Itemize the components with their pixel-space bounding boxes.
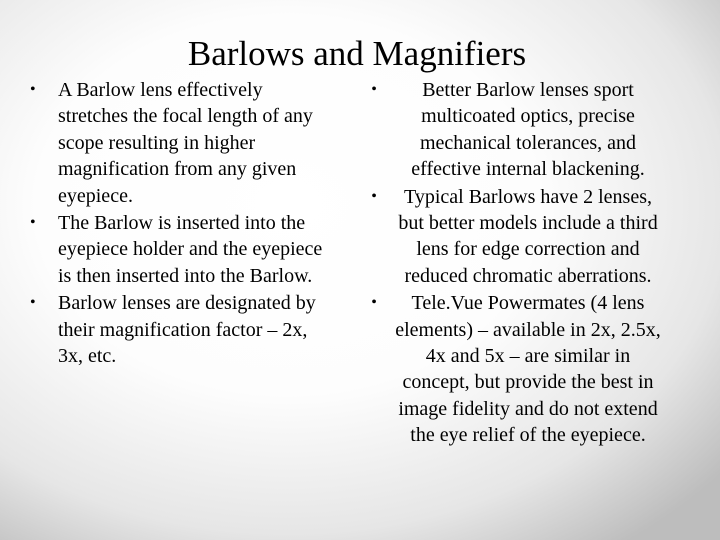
bullet-glyph: • [371, 294, 377, 312]
bullet-glyph: • [371, 81, 377, 98]
left-bullet-list [30, 77, 330, 370]
bullet-glyph: • [30, 294, 36, 312]
bullet-item [30, 210, 330, 289]
bullet-text: The Barlow is inserted into the eyepiece holder and the eyepiece is then inserted into the Barlow. [58, 212, 323, 287]
bullet-item [30, 290, 330, 369]
bullet-text: Barlow lenses are designated by their magnification factor – 2x, 3x, etc. [58, 292, 316, 368]
bullet-glyph: • [30, 81, 36, 98]
right-bullet-list [364, 77, 664, 450]
bullet-item [364, 290, 664, 448]
bullet-text: Better Barlow lenses sport multicoated optics, precise mechanical tolerances, and effective internal blackening. [411, 79, 645, 181]
bullet-item [30, 77, 330, 209]
bullet-text: A Barlow lens effectively stretches the focal length of any scope resulting in higher magnification from any given eyepiece. [58, 79, 313, 207]
bullet-item [364, 77, 664, 183]
bullet-text: Typical Barlows have 2 lenses, but better models include a third lens for edge correction and reduced chromatic aberrations. [398, 185, 658, 287]
bullet-item [364, 184, 664, 290]
bullet-text: Tele.Vue Powermates (4 lens elements) – available in 2x, 2.5x, 4x and 5x – are similar in concept, but provide the best in image fidelity and do not extend the eye relief of the eyepiece. [395, 292, 661, 447]
bullet-glyph: • [371, 187, 377, 205]
slide-title: Barlows and Magnifiers [187, 34, 527, 73]
bullet-glyph: • [30, 214, 36, 232]
